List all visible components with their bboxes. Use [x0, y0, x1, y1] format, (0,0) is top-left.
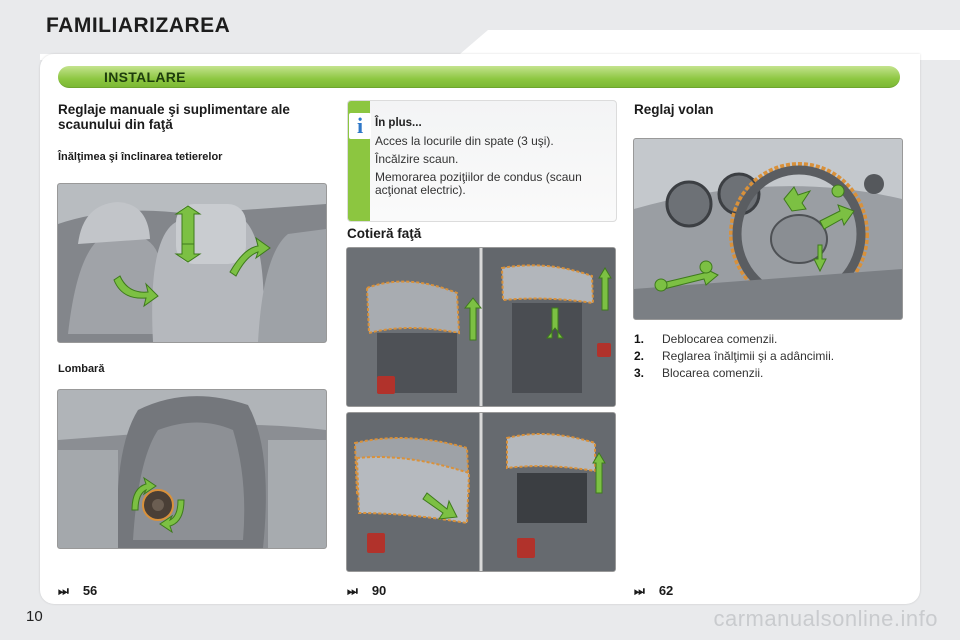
- steering-step-2: [634, 349, 834, 363]
- info-box-title: În plus...: [375, 117, 422, 129]
- steering-step-3: [634, 366, 763, 380]
- step-number: 2.: [634, 349, 645, 363]
- lumbar-photo: [57, 389, 327, 549]
- info-box-line: Memorarea poziţiilor de condus (scaun acţionat electric).: [375, 170, 582, 197]
- step-text: Deblocarea comenzii.: [662, 332, 778, 346]
- info-box-line: Încălzire scaun.: [375, 152, 459, 166]
- seat-heading: Reglaje manuale şi suplimentare ale scaunului din faţă: [58, 102, 290, 132]
- step-text: Reglarea înălţimii şi a adâncimii.: [662, 349, 835, 363]
- watermark: carmanualsonline.info: [713, 606, 938, 631]
- lumbar-subheading: Lombară: [58, 363, 105, 375]
- page-ref-arrow-icon: ⏭: [347, 584, 358, 598]
- section-banner-label: INSTALARE: [104, 69, 186, 85]
- chapter-title: FAMILIARIZAREA: [46, 14, 231, 37]
- steering-heading: Reglaj volan: [634, 102, 714, 117]
- seat-page-ref-number: 56: [82, 583, 98, 598]
- section-banner: [58, 66, 900, 88]
- page-ref-arrow-icon: ⏭: [634, 584, 645, 598]
- step-number: 1.: [634, 332, 645, 346]
- info-box: [347, 100, 617, 222]
- headrest-photo: [57, 183, 327, 343]
- armrest-heading: Cotieră faţă: [347, 226, 422, 241]
- step-number: 3.: [634, 366, 645, 380]
- info-box-line: Acces la locurile din spate (3 uşi).: [375, 134, 554, 148]
- steering-page-ref-number: 62: [658, 583, 674, 598]
- info-icon: i: [349, 113, 371, 139]
- armrest-photo-top: [346, 247, 616, 407]
- seat-page-ref[interactable]: [58, 583, 97, 599]
- armrest-photo-bottom: [346, 412, 616, 572]
- page-ref-arrow-icon: ⏭: [58, 584, 69, 598]
- steering-step-1: [634, 332, 777, 346]
- headrest-subheading: Înălţimea şi înclinarea tetierelor: [58, 151, 223, 163]
- armrest-page-ref-number: 90: [371, 583, 387, 598]
- steering-photo: [633, 138, 903, 320]
- armrest-page-ref[interactable]: [347, 583, 386, 599]
- page-number: 10: [26, 608, 43, 625]
- step-text: Blocarea comenzii.: [662, 366, 764, 380]
- steering-page-ref[interactable]: [634, 583, 673, 599]
